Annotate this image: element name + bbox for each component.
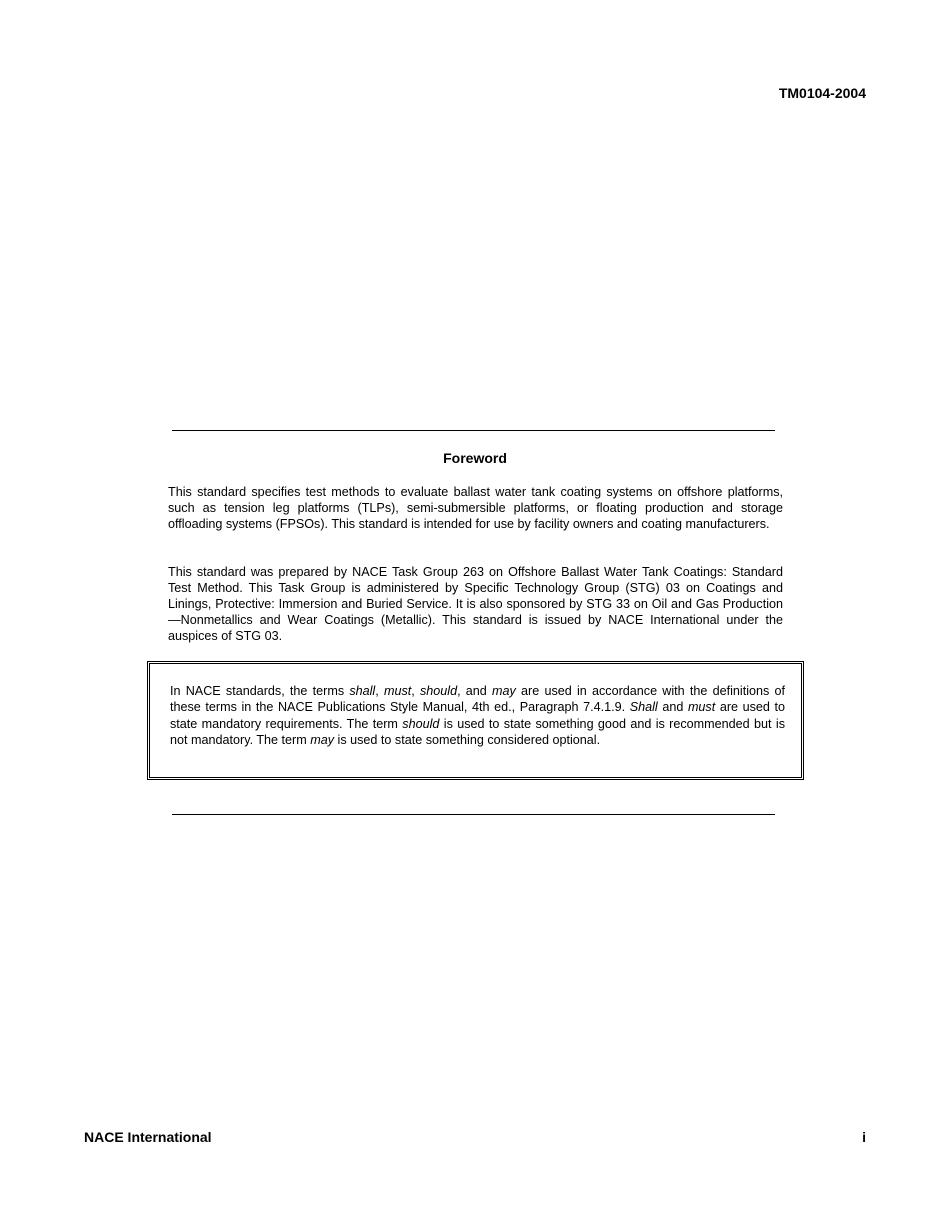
term-shall: shall [349,684,376,698]
foreword-paragraph-1: This standard specifies test methods to evaluate ballast water tank coating systems on offshore platforms, such as tension leg platforms (TLPs), semi-submersible platforms, or floating production and storage offloading systems (FPSOs). This standard is intended for use by facility owners and coating manufacturers. [168,485,783,531]
term-must: must [383,684,412,698]
document-number: TM0104-2004 [778,85,866,101]
terminology-notice-text: In NACE standards, the terms shall, must, should, and may are used in accordance with the definitions of these terms in the NACE Publications Style Manual, 4th ed., Paragraph 7.4.1.9. Shall and must are used to state mandatory requirements. The term should is used to state something good and is recommended but is not mandatory. The term may is used to state something considered optional. [170,684,786,747]
term-may: may [492,684,516,698]
foreword-paragraph-2: This standard was prepared by NACE Task Group 263 on Offshore Ballast Water Tank Coatings: Standard Test Method. This Task Group is administered by Specific Technology Group (STG) 03 on Coatings and Linings, Protective: Immersion and Buried Service. It is also sponsored by STG 33 on Oil and Gas Production—Nonmetallics and Wear Coatings (Metallic). This standard is issued by NACE International under the auspices of STG 03. [168,565,783,643]
term-should-2: should [402,716,440,731]
footer-page-number: i [862,1129,866,1145]
term-may-2: may [310,732,335,747]
term-must-2: must [687,700,716,715]
footer-organization: NACE International [84,1129,212,1145]
term-shall-capitalized: Shall [629,700,658,715]
terminology-notice-box [147,661,804,780]
bottom-divider [172,814,775,815]
foreword-heading: Foreword [443,450,507,466]
top-divider [172,430,775,431]
term-should: should [419,684,458,698]
